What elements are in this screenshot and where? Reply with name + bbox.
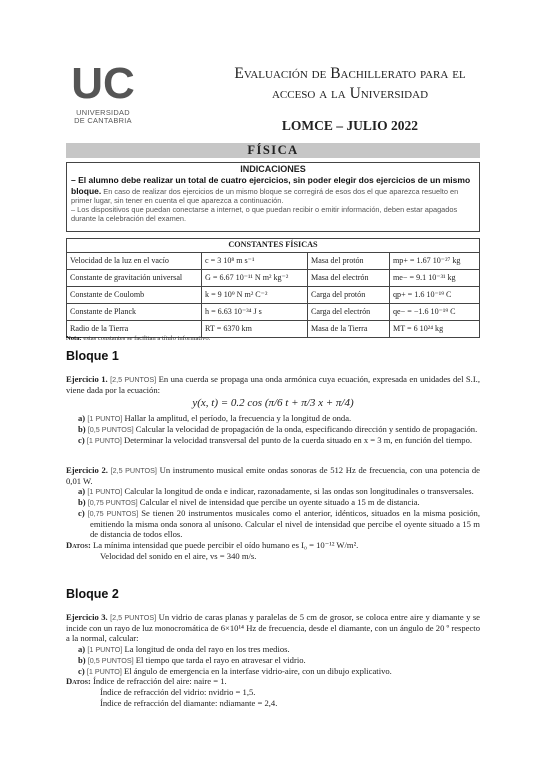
datos-line-3: Índice de refracción del diamante: ndiamante = 2,4. (100, 697, 278, 708)
datos-line-1: La mínima intensidad que puede percibir el oído humano es I₀ = 10⁻¹² W/m². (90, 540, 359, 551)
item-text: Se tienen 20 instrumentos musicales como el anterior, idénticos, situados en la misma posición, emitiendo la misma onda sonora al unísono. Calcular el nivel de intensidad que percibe el oyente situado a 15 m de distancia de todos ellos. (90, 507, 480, 540)
logo-line-2: DE CANTABRIA (74, 115, 132, 125)
item-text: Calcular la velocidad de propagación de la onda, especificando dirección y sentido de propagación. (133, 423, 478, 434)
item-label: a) (78, 644, 86, 655)
table-row (67, 304, 480, 321)
item-label: c) (78, 665, 85, 676)
exercise-3 (66, 612, 480, 709)
constants-title: CONSTANTES FÍSICAS (67, 239, 480, 253)
item-points: [1 PUNTO] (86, 435, 122, 445)
constant-name: Radio de la Tierra (67, 321, 202, 338)
item-label: b) (78, 654, 86, 665)
item-label: b) (78, 497, 86, 508)
item-text: La longitud de onda del rayo en los tres medios. (122, 644, 290, 655)
item-label: c) (78, 434, 85, 445)
exam-title-line-2: acceso a la Universidad (271, 85, 429, 102)
item-text: El ángulo de emergencia en la interfase vidrio-aire, con un dibujo explicativo. (121, 665, 392, 676)
exercise-1 (66, 374, 480, 445)
svg-text:UC: UC (71, 60, 135, 104)
item-points: [0,75 PUNTOS] (87, 498, 138, 508)
constants-table (66, 238, 480, 338)
constant-name: Constante de Planck (67, 304, 202, 321)
table-row (67, 287, 480, 304)
item-text: Calcular la longitud de onda e indicar, razonadamente, si las ondas son longitudinales o transversales. (122, 486, 474, 497)
item-points: [1 PUNTO] (87, 414, 123, 424)
constant-name: Carga del protón (308, 287, 390, 304)
constant-name: Velocidad de la luz en el vacío (67, 253, 202, 270)
logo-university-name (66, 109, 140, 125)
constant-value: mp+ = 1.67 10⁻²⁷ kg (390, 253, 480, 270)
table-row (67, 270, 480, 287)
item-points: [0,75 PUNTOS] (87, 508, 139, 518)
instructions-line-1-rest: En caso de realizar dos ejercicios de un mismo bloque se corregirá de esos dos el que aparezca resuelto en primer lugar, sin tener en cuenta el que aparezca a continuación. (71, 187, 459, 205)
item-points: [1 PUNTO] (86, 666, 122, 676)
item-label: b) (78, 423, 86, 434)
instructions-title: INDICACIONES (240, 164, 306, 174)
exercise-1-points: [2,5 PUNTOS] (110, 375, 157, 384)
constant-value: RT = 6370 km (202, 321, 308, 338)
constant-value: qp+ = 1.6 10⁻¹⁹ C (390, 287, 480, 304)
exam-session: LOMCE – JULIO 2022 (281, 118, 419, 133)
item-label: a) (78, 486, 86, 497)
university-logo (66, 60, 140, 124)
block-2-heading: Bloque 2 (66, 587, 119, 601)
constants-note (66, 335, 210, 343)
constant-value: k = 9 10⁹ N m² C⁻² (202, 287, 308, 304)
item-label: a) (78, 413, 86, 424)
constant-name: Carga del electrón (308, 304, 390, 321)
item-points: [1 PUNTO] (87, 645, 123, 655)
item-text: El tiempo que tarda el rayo en atravesar el vidrio. (133, 654, 306, 665)
note-label: Nota: (66, 335, 82, 342)
constant-name: Masa de la Tierra (308, 321, 390, 338)
block-1-heading: Bloque 1 (66, 349, 119, 363)
note-text: estas constantes se facilitan a título informativo. (81, 335, 211, 342)
wave-equation: y(x, t) = 0.2 cos (π/6 t + π/3 x + π/4) (192, 397, 354, 410)
constant-name: Masa del protón (308, 253, 390, 270)
constant-value: h = 6.63 10⁻³⁴ J s (202, 304, 308, 321)
exercise-3-text: Un vidrio de caras planas y paralelas de 5 cm de grosor, se coloca entre aire y diamante y se incide con un rayo de luz monocromática de 6×10¹⁴ Hz de frecuencia, desde el diamante, con un ángulo de 20 º respecto a la normal, calcular: (66, 612, 480, 644)
item-text: Calcular el nivel de intensidad que percibe un oyente situado a 15 m de distancia. (137, 497, 420, 508)
instructions-line-2: – Los dispositivos que puedan conectarse a internet, o que puedan recibir o emitir información, deben estar apagados durante la celebración del examen. (71, 204, 458, 223)
logo-line-1: UNIVERSIDAD (76, 107, 130, 117)
exam-title-line-1: Evaluación de Bachillerato para el (234, 65, 466, 82)
instructions-box (66, 162, 480, 232)
item-points: [0,5 PUNTOS] (87, 424, 134, 434)
item-label: c) (78, 507, 85, 518)
item-points: [0,5 PUNTOS] (87, 655, 134, 665)
table-row (67, 253, 480, 270)
item-text: Determinar la velocidad transversal del punto de la cuerda situado en x = 3 m, en función del tiempo. (121, 434, 473, 445)
item-text: Hallar la amplitud, el período, la frecuencia y la longitud de onda. (122, 413, 352, 424)
constant-name: Constante de gravitación universal (67, 270, 202, 287)
datos-label: Datos: (66, 540, 91, 551)
exercise-3-label: Ejercicio 3. (66, 612, 108, 622)
constant-value: MT = 6 10²⁴ kg (390, 321, 480, 338)
constant-value: me− = 9.1 10⁻³¹ kg (390, 270, 480, 287)
datos-line-2: Velocidad del sonido en el aire, vs = 340 m/s. (100, 550, 257, 561)
datos-line-1: Índice de refracción del aire: naire = 1. (90, 676, 227, 687)
instructions-line-1-bold: – El alumno debe realizar un total de cuatro ejercicios, sin poder elegir dos ejercicios de un mismo bloque. (71, 175, 471, 197)
constant-name: Constante de Coulomb (67, 287, 202, 304)
exercise-3-points: [2,5 PUNTOS] (110, 613, 157, 622)
exercise-2-text: Un instrumento musical emite ondas sonoras de 512 Hz de frecuencia, con una potencia de 0,01 W. (66, 465, 480, 486)
constant-value: c = 3 10⁸ m s⁻¹ (202, 253, 308, 270)
exercise-2-label: Ejercicio 2. (66, 465, 108, 475)
exercise-2 (66, 465, 480, 562)
exercise-1-text: En una cuerda se propaga una onda armónica cuya ecuación, expresada en unidades del S.I., viene dada por la ecuación: (66, 374, 480, 395)
constant-value: G = 6.67 10⁻¹¹ N m² kg⁻² (202, 270, 308, 287)
exercise-2-points: [2,5 PUNTOS] (110, 466, 157, 475)
datos-label: Datos: (66, 676, 91, 687)
subject-banner: FÍSICA (66, 143, 480, 158)
datos-line-2: Índice de refracción del vidrio: nvidrio = 1,5. (100, 687, 256, 698)
instructions-line-1 (71, 175, 475, 206)
uc-logo-mark (66, 60, 140, 104)
item-points: [1 PUNTO] (87, 487, 123, 497)
constant-value: qe− = −1.6 10⁻¹⁹ C (390, 304, 480, 321)
constant-name: Masa del electrón (308, 270, 390, 287)
exercise-1-label: Ejercicio 1. (66, 374, 108, 384)
